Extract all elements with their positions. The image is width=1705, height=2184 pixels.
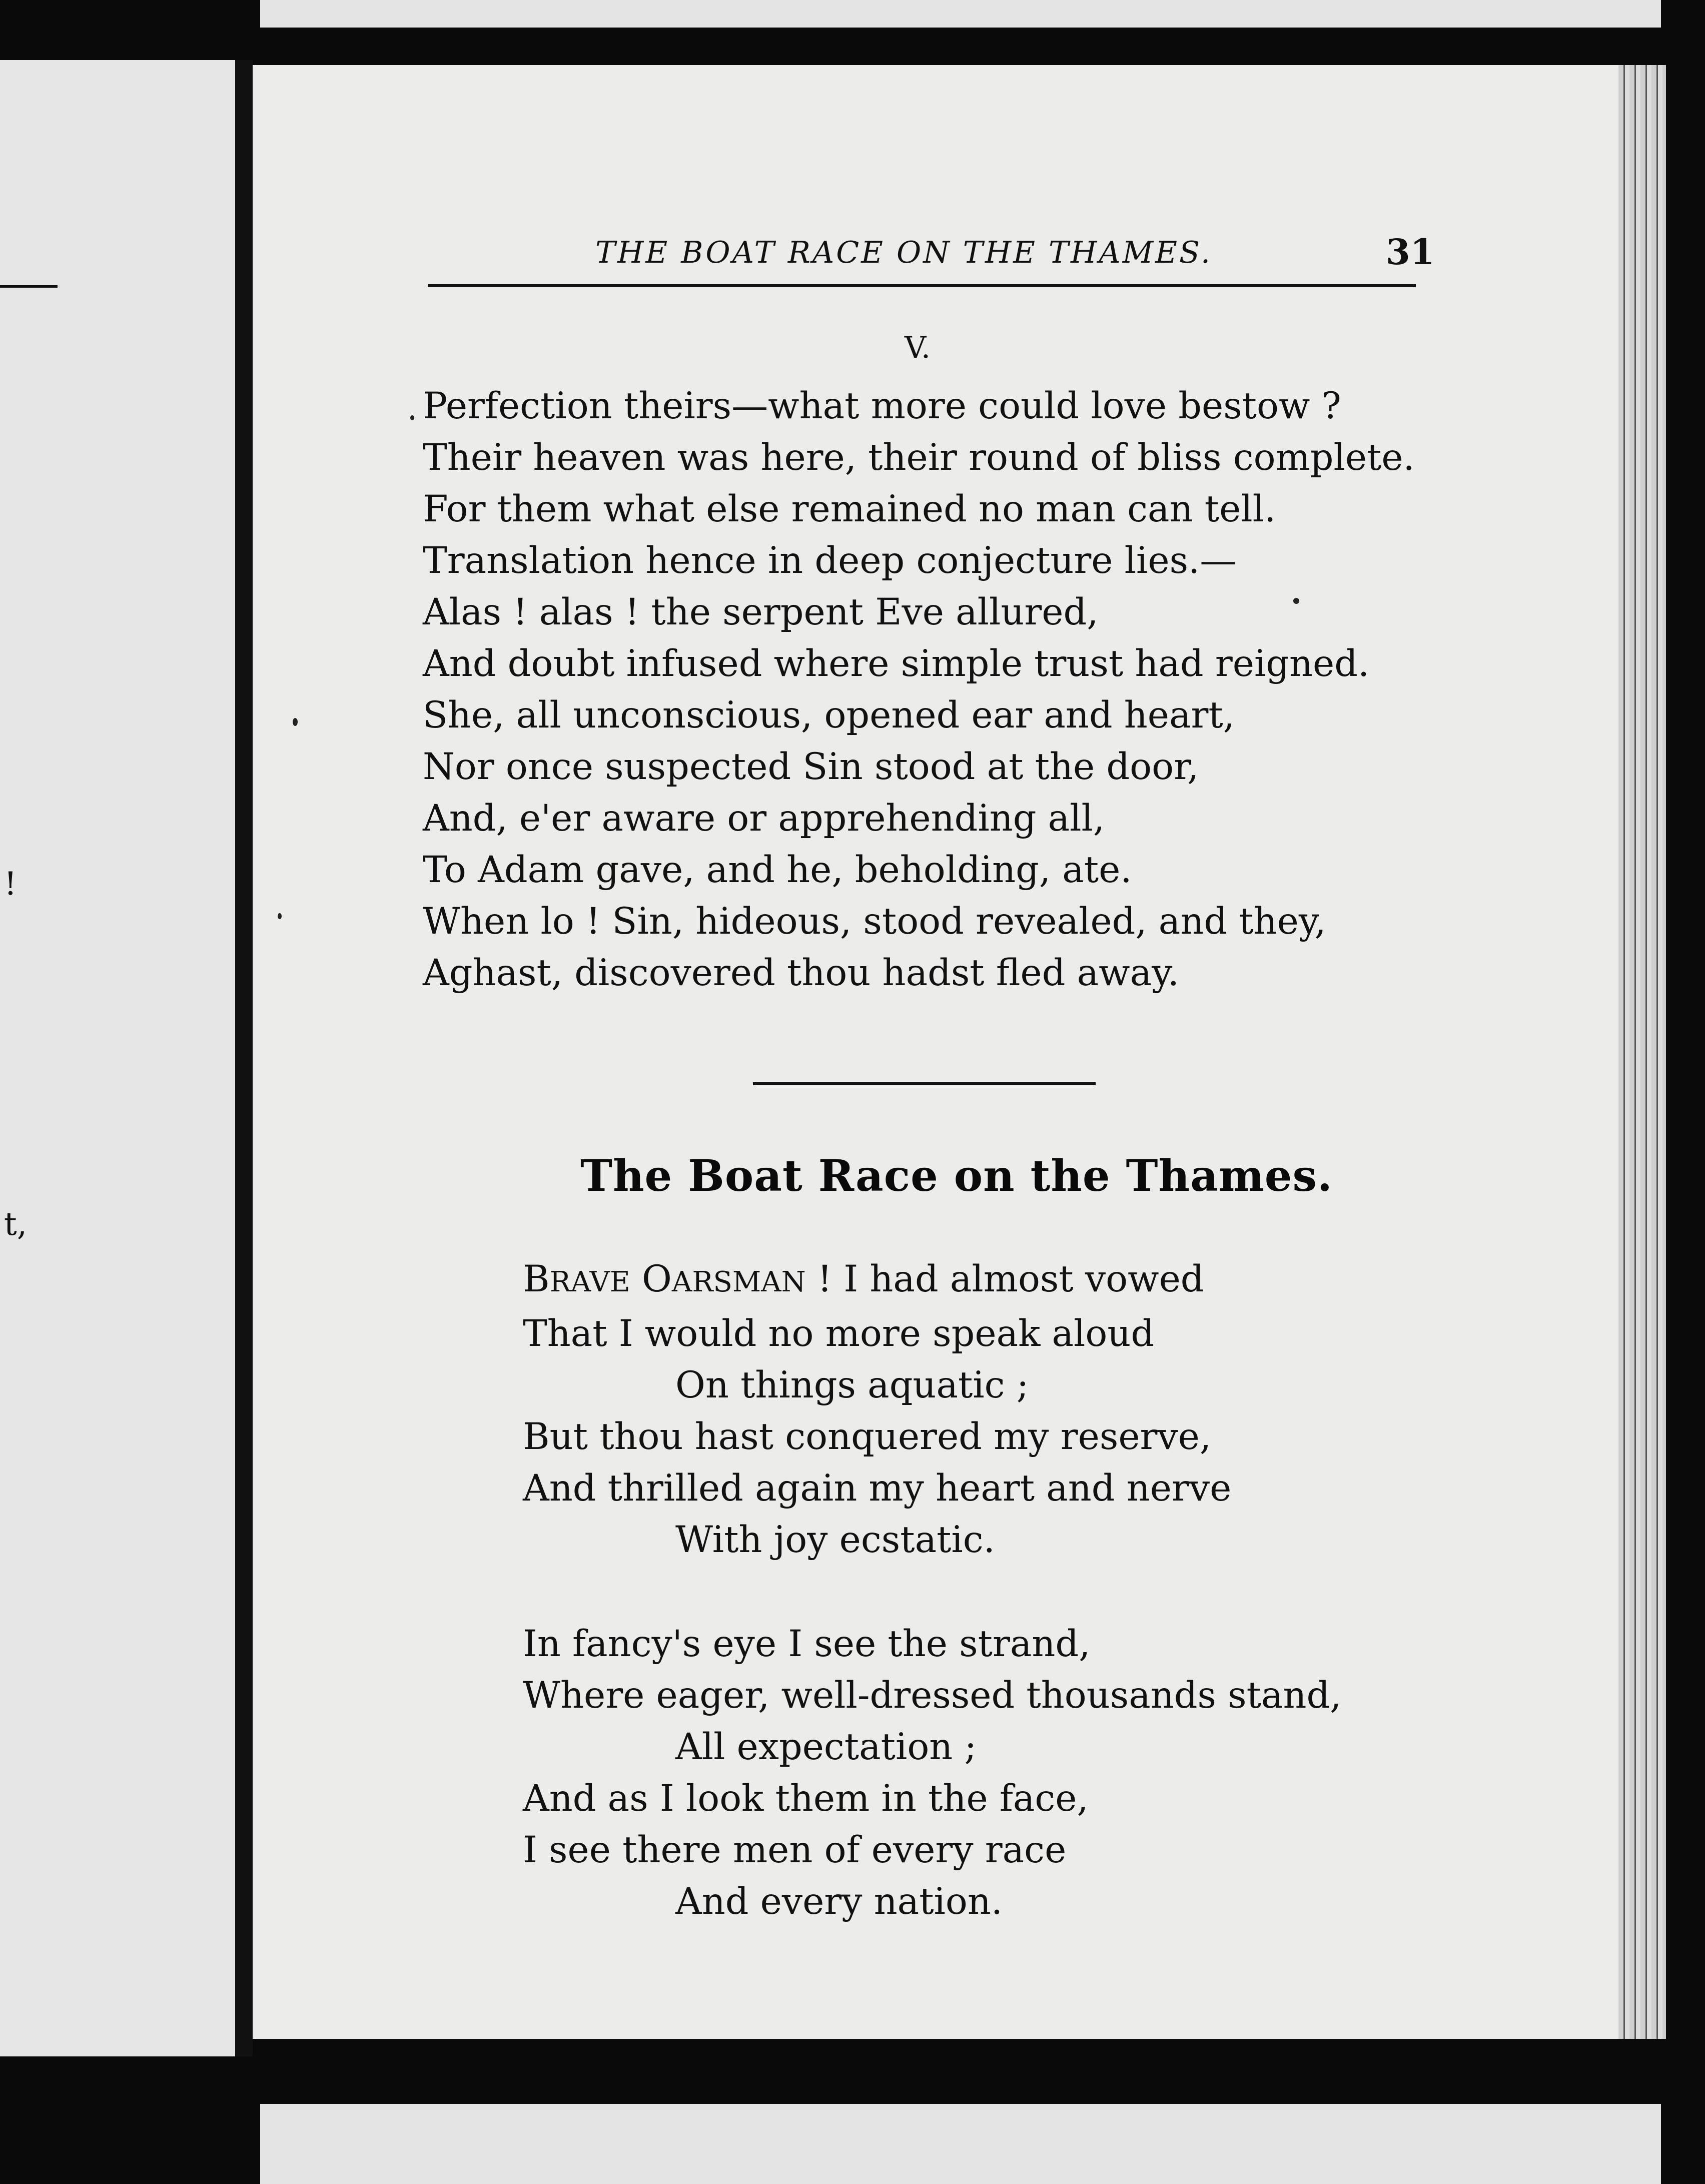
- poem-line: I see there men of every race: [523, 1829, 1067, 1871]
- poem-body: [523, 1253, 1341, 1927]
- poem-line: For them what else remained no man can tell.: [423, 488, 1276, 530]
- page-stack-edge: [1618, 65, 1666, 2039]
- facing-page-fragment: t,: [4, 1206, 28, 1243]
- facing-page-edge: [0, 60, 238, 2056]
- stanza-number: V.: [905, 330, 931, 365]
- poem-line: When lo ! Sin, hideous, stood revealed, and they,: [423, 900, 1326, 943]
- poem-line: And as I look them in the face,: [523, 1777, 1089, 1820]
- dust-speck: [1293, 598, 1299, 604]
- poem-line: But thou hast conquered my reserve,: [523, 1415, 1212, 1458]
- dust-speck: [278, 913, 282, 919]
- opening-small-caps: ARSMAN: [671, 1266, 806, 1298]
- poem-line: Aghast, discovered thou hadst fled away.: [423, 952, 1179, 994]
- poem-line-indented: All expectation ;: [675, 1726, 977, 1768]
- poem-line: And, e'er aware or apprehending all,: [423, 797, 1105, 840]
- section-separator-rule: [753, 1082, 1096, 1085]
- facing-page-rule: [0, 285, 58, 288]
- poem-line: Alas ! alas ! the serpent Eve allured,: [423, 591, 1099, 633]
- bottom-page-strip: [260, 2104, 1661, 2184]
- poem-line: Where eager, well-dressed thousands stand,: [523, 1674, 1342, 1717]
- dust-speck: [293, 718, 298, 726]
- top-page-strip: [260, 0, 1661, 28]
- running-head-title: THE BOAT RACE ON THE THAMES.: [595, 235, 1212, 270]
- poem-line-text: ! I had almost vowed: [805, 1258, 1204, 1300]
- poem-stanza-v: [423, 380, 1415, 999]
- poem-line: [523, 1253, 1341, 1308]
- poem-line-indented: With joy ecstatic.: [675, 1519, 995, 1561]
- dust-speck: [410, 415, 414, 420]
- opening-capital: O: [642, 1258, 672, 1300]
- poem-line: In fancy's eye I see the strand,: [523, 1623, 1091, 1665]
- facing-page-fragment: !: [4, 866, 17, 903]
- page-number: 31: [1386, 231, 1435, 273]
- gutter-shadow: [235, 60, 253, 2056]
- poem-line: Nor once suspected Sin stood at the door,: [423, 746, 1199, 788]
- poem-line-indented: And every nation.: [675, 1880, 1003, 1923]
- poem-line: Perfection theirs—what more could love bestow ?: [423, 385, 1341, 427]
- poem-line: Translation hence in deep conjecture lies.—: [423, 539, 1237, 582]
- poem-line: Their heaven was here, their round of bliss complete.: [423, 436, 1415, 479]
- poem-line: And thrilled again my heart and nerve: [523, 1467, 1232, 1510]
- poem-line-indented: On things aquatic ;: [675, 1364, 1029, 1406]
- poem-title: The Boat Race on the Thames.: [580, 1151, 1333, 1201]
- poem-line: That I would no more speak aloud: [523, 1312, 1155, 1355]
- poem-line: And doubt infused where simple trust had reigned.: [423, 642, 1370, 685]
- poem-line: To Adam gave, and he, beholding, ate.: [423, 849, 1132, 891]
- header-rule: [428, 284, 1416, 287]
- opening-capital: B: [523, 1258, 550, 1300]
- poem-line: She, all unconscious, opened ear and heart,: [423, 694, 1235, 737]
- stanza-gap: [523, 1566, 1341, 1618]
- opening-small-caps: RAVE: [549, 1266, 630, 1298]
